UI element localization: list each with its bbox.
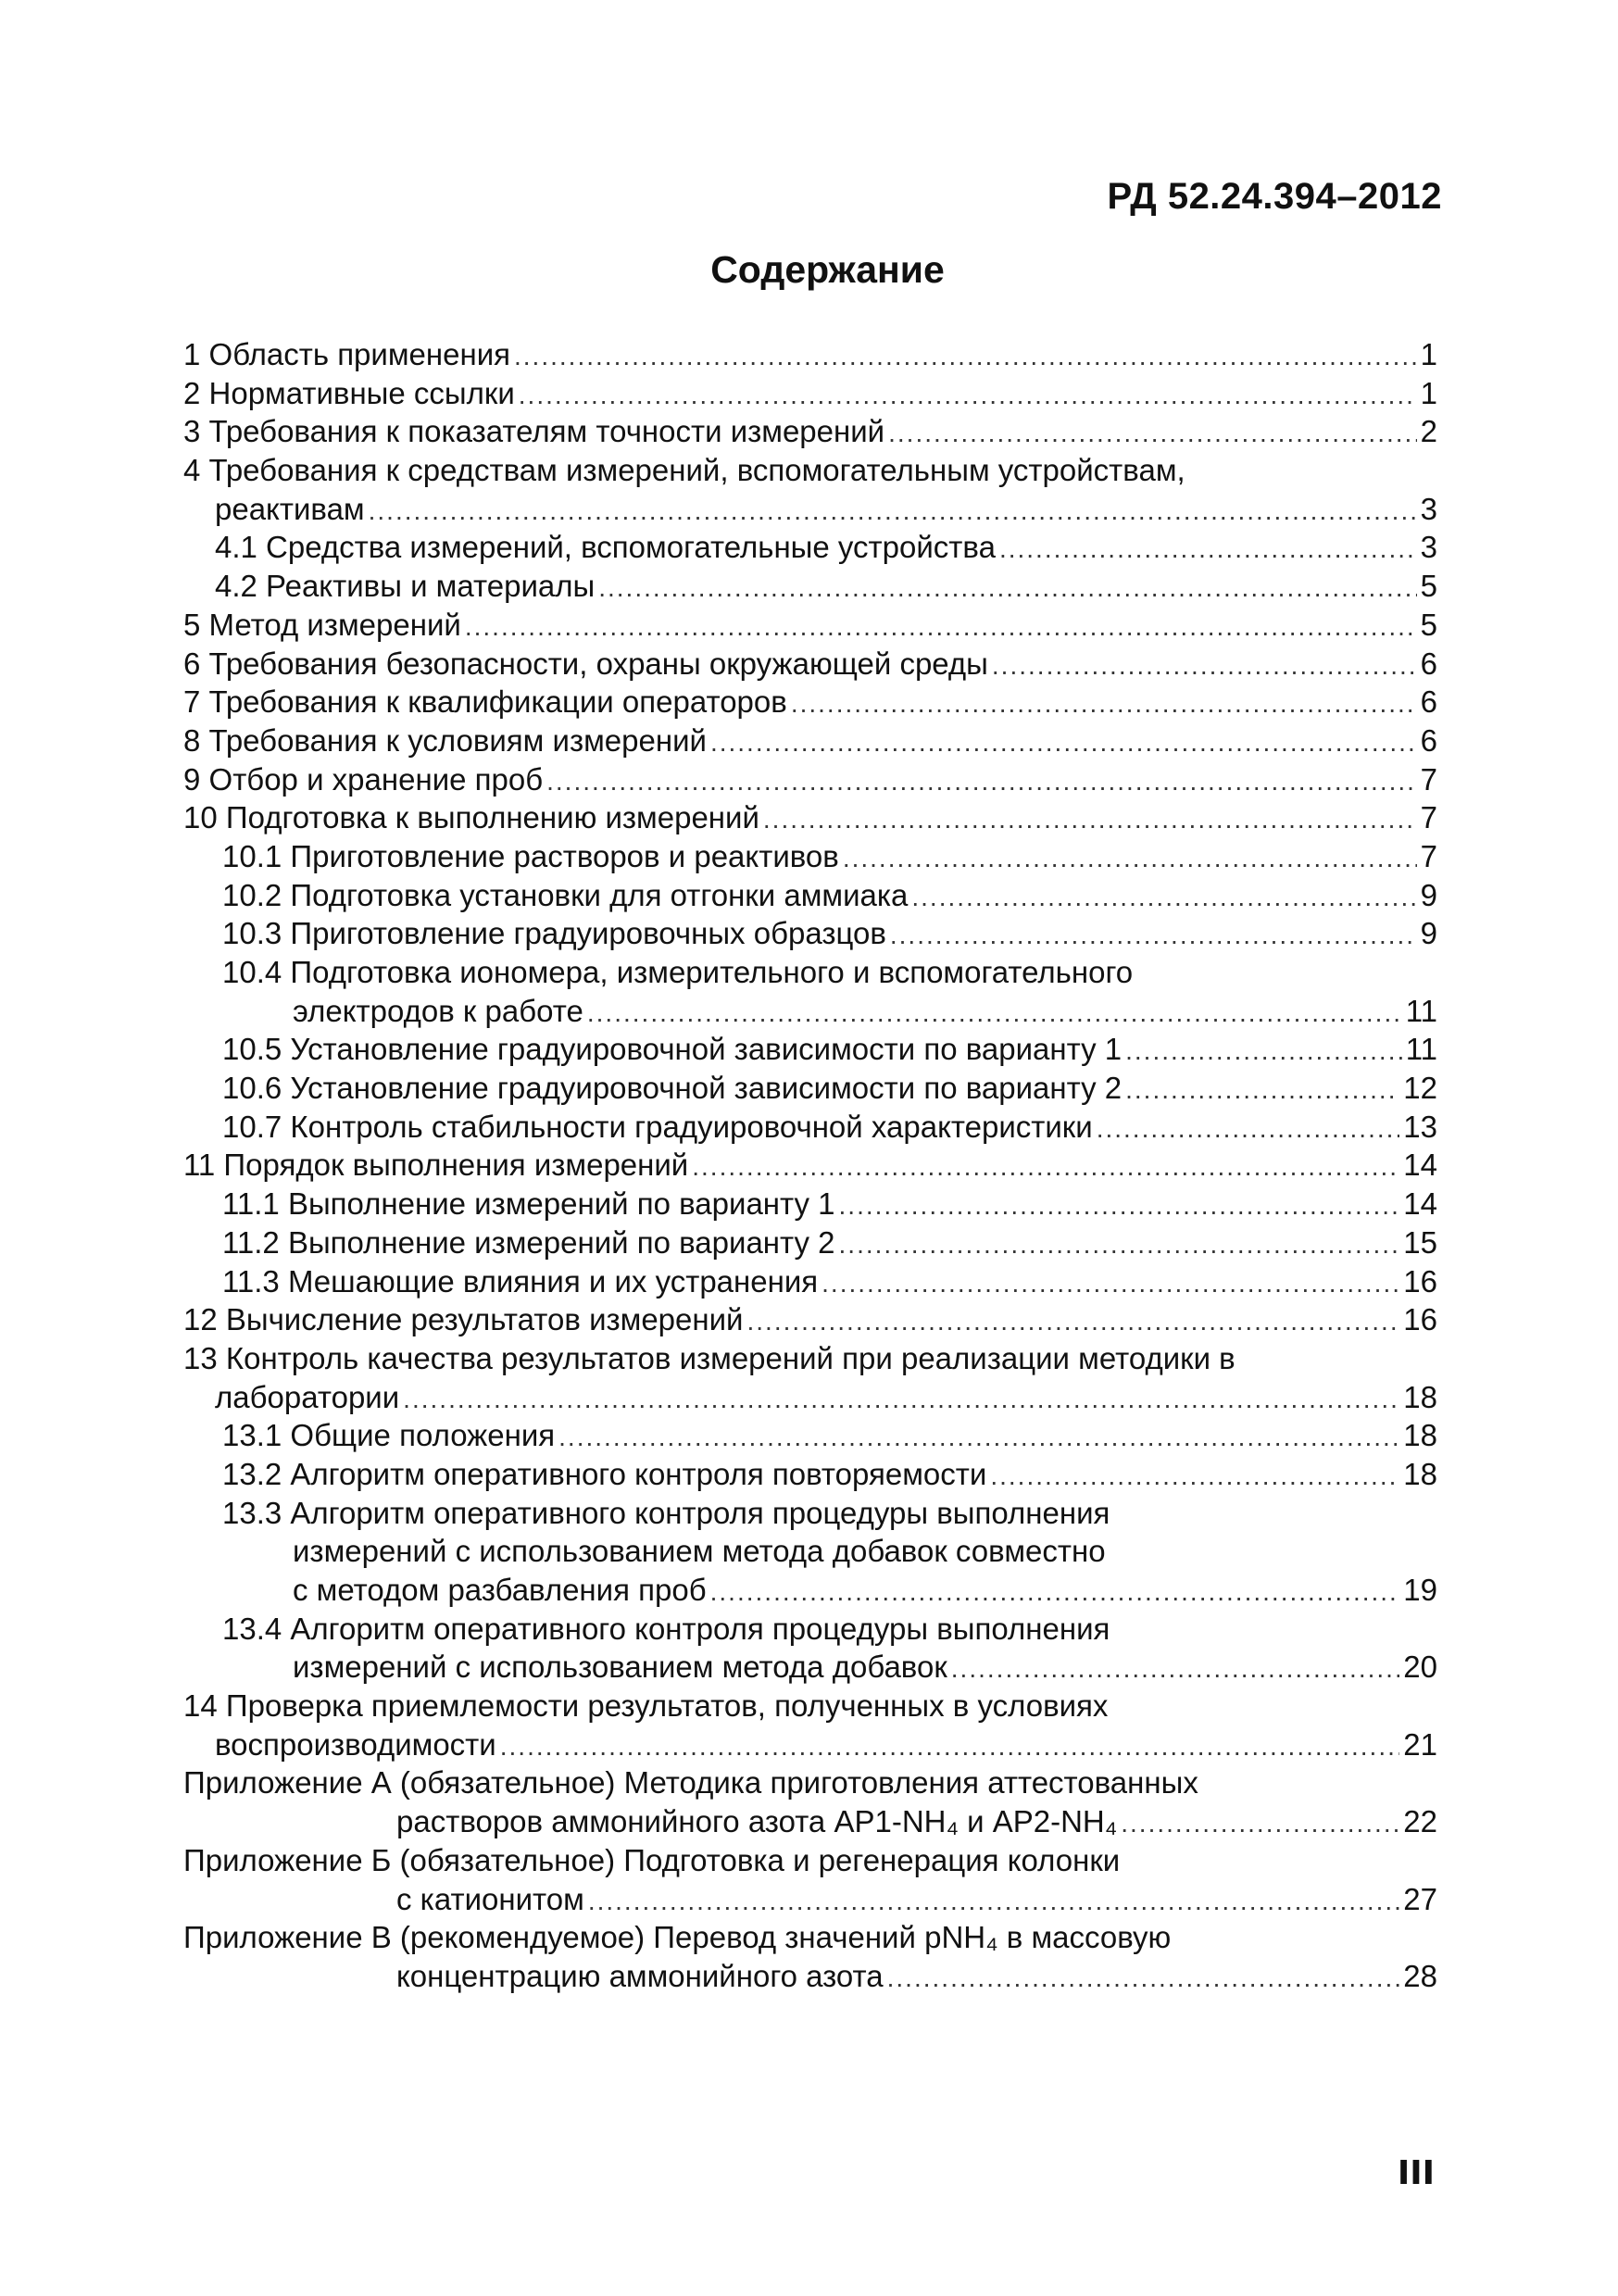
toc-entry[interactable] [183,1880,1437,1919]
toc-entry-page: 5 [1420,569,1437,604]
toc-entry-page: 11 [1405,993,1437,1028]
toc-dot-leader [1125,1071,1399,1110]
toc-entry-text: 10.1 Приготовление растворов и реактивов [222,838,839,873]
toc-entry-page: 16 [1403,1302,1437,1337]
toc-dot-leader [546,762,1417,801]
toc-entry-text: 2 Нормативные ссылки [183,375,515,410]
toc-entry-page: 1 [1420,337,1437,371]
toc-entry-text: 9 Отбор и хранение проб [183,761,544,797]
toc-entry-text: 1 Область применения [183,337,510,371]
toc-entry-text: 5 Метод измерений [183,607,461,642]
toc-dot-leader [1121,1804,1399,1843]
toc-entry[interactable] [183,1262,1437,1301]
toc-entry-page: 15 [1403,1224,1437,1260]
toc-dot-leader [588,1882,1399,1921]
toc-entry[interactable] [183,335,1437,374]
toc-entry-page: 14 [1403,1148,1437,1183]
toc-entry-text: 11.1 Выполнение измерений по варианту 1 [222,1186,835,1222]
toc-entry[interactable] [183,1378,1437,1417]
toc-entry-page: 7 [1420,761,1437,797]
toc-dot-leader [890,916,1417,955]
toc-dot-leader [403,1380,1399,1419]
toc-entry[interactable] [183,1223,1437,1262]
toc-dot-leader [822,1264,1399,1303]
toc-entry-page: 18 [1403,1456,1437,1491]
toc-entry[interactable] [183,528,1437,567]
toc-dot-leader [887,1959,1400,1998]
toc-entry-text: воспроизводимости [215,1726,496,1762]
toc-entry-page: 21 [1403,1726,1437,1762]
toc-entry-text: концентрацию аммонийного азота [396,1958,884,1993]
toc-entry[interactable] [183,1918,1437,1957]
toc-entry[interactable] [183,567,1437,606]
toc-entry-page: 1 [1420,375,1437,410]
toc-dot-leader [999,530,1417,569]
toc-dot-leader [465,608,1417,646]
toc-entry-page: 13 [1403,1109,1437,1144]
toc-entry-page: 28 [1403,1958,1437,1993]
toc-entry-text: Приложение В (рекомендуемое) Перевод значений pNH₄ в массовую [183,1920,1172,1955]
page-title: Содержание [710,248,945,291]
toc-dot-leader [1125,1032,1402,1071]
toc-entry[interactable] [183,798,1437,837]
toc-entry-page: 16 [1403,1263,1437,1299]
toc-entry[interactable] [183,1763,1437,1802]
toc-entry-text: 10.3 Приготовление градуировочных образцов [222,916,886,951]
toc-entry[interactable] [183,606,1437,645]
toc-entry[interactable] [183,1300,1437,1339]
toc-dot-leader [692,1148,1399,1186]
toc-entry-page: 3 [1420,491,1437,526]
toc-entry-text: 13.2 Алгоритм оперативного контроля повторяемости [222,1456,987,1491]
document-code: РД 52.24.394–2012 [1107,176,1442,217]
toc-dot-leader [598,569,1416,608]
toc-entry[interactable] [183,721,1437,760]
toc-entry-text: 13.3 Алгоритм оперативного контроля процедуры выполнения [222,1495,1110,1530]
toc-entry[interactable] [183,374,1437,413]
toc-entry-text: лаборатории [215,1379,400,1414]
toc-entry-page: 7 [1420,838,1437,873]
toc-entry-page: 11 [1405,1032,1437,1067]
toc-dot-leader [992,646,1417,685]
toc-entry-page: 6 [1420,722,1437,758]
toc-entry-text: 6 Требования безопасности, охраны окружающей среды [183,646,988,681]
table-of-contents [183,335,1437,1996]
toc-dot-leader [514,337,1417,376]
toc-entry[interactable] [183,992,1437,1031]
toc-entry-text: 13.1 Общие положения [222,1418,556,1453]
toc-entry-text: 11.3 Мешающие влияния и их устранения [222,1263,819,1299]
toc-entry[interactable] [183,1494,1437,1533]
toc-entry[interactable] [183,1957,1437,1996]
toc-entry-page: 6 [1420,684,1437,720]
toc-dot-leader [951,1650,1400,1688]
toc-entry-text: электродов к работе [293,993,583,1028]
toc-entry-page: 9 [1420,916,1437,951]
toc-entry[interactable] [183,1648,1437,1687]
toc-entry-text: 11 Порядок выполнения измерений [183,1148,689,1183]
toc-entry-text: 3 Требования к показателям точности измерений [183,414,885,449]
toc-dot-leader [500,1727,1400,1766]
toc-entry[interactable] [183,645,1437,684]
toc-entry-page: 27 [1403,1881,1437,1916]
toc-entry-text: 10.6 Установление градуировочной зависимости по варианту 2 [222,1071,1123,1106]
toc-dot-leader [763,800,1417,839]
toc-entry[interactable] [183,1687,1437,1725]
toc-entry-page: 18 [1403,1379,1437,1414]
toc-entry-page: 20 [1403,1650,1437,1685]
toc-entry[interactable] [183,1069,1437,1108]
toc-entry-text: 13.4 Алгоритм оперативного контроля процедуры выполнения [222,1611,1110,1646]
toc-dot-leader [746,1302,1399,1341]
toc-dot-leader [587,994,1402,1033]
toc-entry[interactable] [183,1532,1437,1571]
toc-entry-text: 10.7 Контроль стабильности градуировочной характеристики [222,1109,1093,1144]
toc-entry[interactable] [183,683,1437,721]
toc-entry[interactable] [183,1610,1437,1649]
toc-entry-text: измерений с использованием метода добавок совместно [293,1534,1106,1569]
toc-entry[interactable] [183,1725,1437,1764]
toc-entry[interactable] [183,837,1437,876]
toc-entry-text: 4.1 Средства измерений, вспомогательные устройства [215,530,996,565]
toc-entry-text: реактивам [215,491,365,526]
toc-entry-page: 18 [1403,1418,1437,1453]
toc-dot-leader [888,414,1417,453]
toc-entry-text: 10.2 Подготовка установки для отгонки аммиака [222,877,909,912]
toc-dot-leader [791,684,1417,723]
toc-entry-text: измерений с использованием метода добавок [293,1650,947,1685]
toc-entry-text: с методом разбавления проб [293,1573,707,1607]
toc-entry[interactable] [183,1146,1437,1185]
toc-entry[interactable] [183,412,1437,451]
toc-entry[interactable] [183,914,1437,953]
toc-entry-text: растворов аммонийного азота АР1-NH₄ и АР2-NH₄ [396,1804,1118,1839]
toc-entry-page: 22 [1403,1804,1437,1839]
toc-dot-leader [369,492,1417,531]
toc-entry-text: 10.4 Подготовка иономера, измерительного и вспомогательного [222,955,1134,989]
toc-entry-page: 6 [1420,646,1437,681]
toc-entry[interactable] [183,1455,1437,1494]
toc-dot-leader [843,839,1417,878]
toc-entry-page: 3 [1420,530,1437,565]
toc-entry-page: 19 [1403,1573,1437,1607]
toc-entry-page: 14 [1403,1186,1437,1222]
toc-entry[interactable] [183,1841,1437,1880]
toc-dot-leader [710,723,1417,762]
toc-dot-leader [558,1418,1399,1457]
toc-entry-text: 12 Вычисление результатов измерений [183,1302,744,1337]
toc-dot-leader [1097,1110,1400,1148]
toc-dot-leader [710,1573,1400,1612]
toc-dot-leader [839,1186,1400,1225]
toc-entry[interactable] [183,1030,1437,1069]
toc-entry[interactable] [183,953,1437,992]
toc-entry-text: 10.5 Установление градуировочной зависимости по варианту 1 [222,1032,1123,1067]
page-number: III [1397,2154,1435,2192]
toc-entry-text: Приложение Б (обязательное) Подготовка и регенерация колонки [183,1842,1121,1877]
toc-entry-text: 13 Контроль качества результатов измерений при реализации методики в [183,1340,1235,1375]
toc-entry-text: 4.2 Реактивы и материалы [215,569,596,604]
toc-entry-page: 12 [1403,1071,1437,1106]
toc-entry-text: Приложение А (обязательное) Методика приготовления аттестованных [183,1765,1198,1800]
toc-dot-leader [911,878,1416,917]
toc-entry[interactable] [183,876,1437,915]
toc-dot-leader [990,1457,1399,1496]
toc-entry-page: 5 [1420,607,1437,642]
toc-entry-text: 11.2 Выполнение измерений по варианту 2 [222,1224,835,1260]
toc-entry-text: 7 Требования к квалификации операторов [183,684,787,720]
toc-entry-page: 9 [1420,877,1437,912]
toc-entry[interactable] [183,1185,1437,1223]
toc-entry[interactable] [183,760,1437,799]
toc-entry[interactable] [183,1802,1437,1841]
toc-entry-page: 2 [1420,414,1437,449]
toc-dot-leader [839,1225,1400,1264]
toc-dot-leader [519,376,1417,415]
toc-entry-text: 8 Требования к условиям измерений [183,722,707,758]
toc-entry-text: 14 Проверка приемлемости результатов, полученных в условиях [183,1688,1109,1724]
toc-entry-text: 10 Подготовка к выполнению измерений [183,800,759,835]
toc-entry[interactable] [183,1108,1437,1147]
toc-entry[interactable] [183,1339,1437,1378]
toc-entry-text: с катионитом [396,1881,584,1916]
toc-entry[interactable] [183,490,1437,529]
toc-entry[interactable] [183,1416,1437,1455]
toc-entry-text: 4 Требования к средствам измерений, вспомогательным устройствам, [183,453,1185,488]
toc-entry[interactable] [183,451,1437,490]
toc-entry[interactable] [183,1571,1437,1610]
toc-entry-page: 7 [1420,800,1437,835]
